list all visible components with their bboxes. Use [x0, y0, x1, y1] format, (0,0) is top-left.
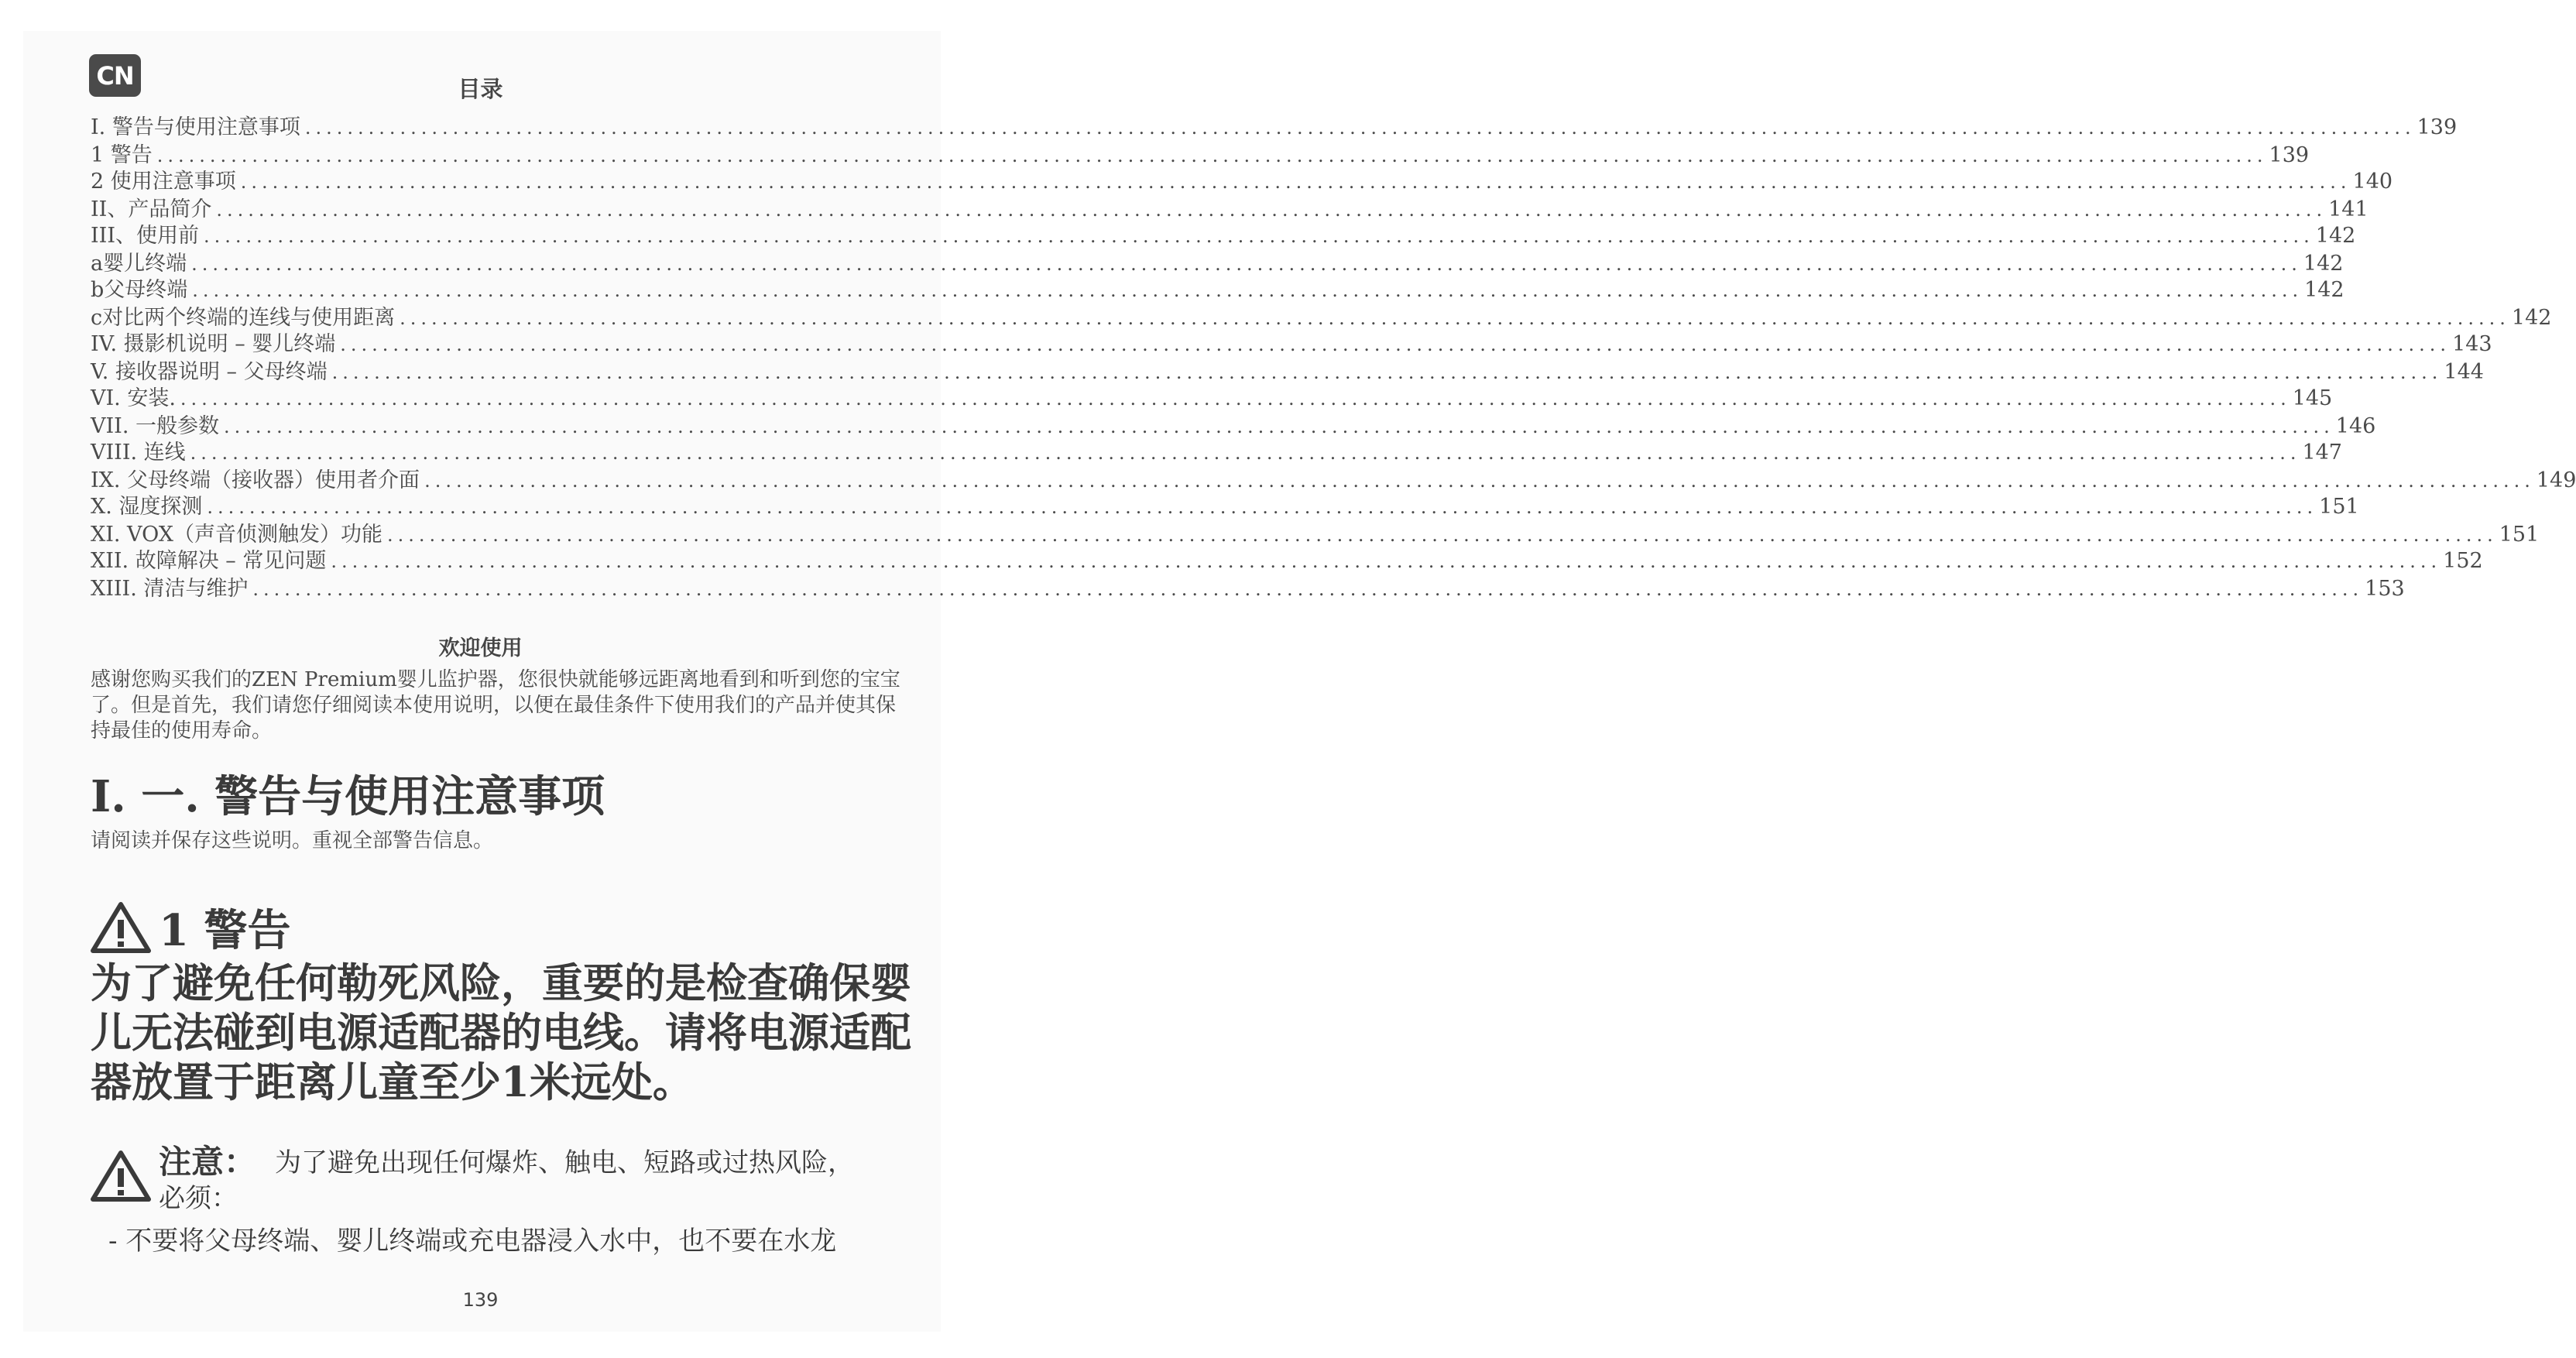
- toc-entry-label: XIII. 清洁与维护: [91, 577, 249, 601]
- toc-leader-dots: ........................................................................................................................................................................................................: [331, 550, 2442, 572]
- toc-entry: [91, 548, 2483, 576]
- toc-entry-page: 139: [2417, 115, 2458, 139]
- toc-leader-dots: ........................................................................................................................................................................................................: [240, 171, 2351, 193]
- toc-entry-page: 151: [2319, 495, 2359, 519]
- toc-entry: [91, 522, 2540, 548]
- toc-entry-label: II、产品简介: [91, 197, 212, 221]
- toc-entry-page: 145: [2292, 386, 2333, 410]
- section-subtitle: 请阅读并保存这些说明。重视全部警告信息。: [91, 829, 494, 852]
- caution-bullet: - 不要将父母终端、婴儿终端或充电器浸入水中，也不要在水龙: [108, 1226, 837, 1257]
- toc-entry-label: IV. 摄影机说明 – 婴儿终端: [91, 332, 336, 356]
- toc-entry-page: 144: [2444, 360, 2484, 384]
- warning-heading: [91, 897, 290, 958]
- toc-leader-dots: ........................................................................................................................................................................................................: [340, 334, 2451, 355]
- toc-leader-dots: ........................................................................................................................................................................................................: [190, 442, 2301, 464]
- toc-entry-page: 146: [2335, 414, 2376, 438]
- caution-label: 注意：: [159, 1143, 257, 1181]
- toc-leader-dots: ........................................................................................................................................................................................................: [180, 388, 2291, 410]
- toc-entry-page: 151: [2499, 523, 2540, 547]
- toc-entry: [91, 169, 2393, 197]
- toc-leader-dots: ........................................................................................................................................................................................................: [386, 524, 2498, 546]
- toc-entry-label: I. 警告与使用注意事项: [91, 115, 300, 139]
- toc-entry-label: V. 接收器说明 – 父母终端: [91, 360, 328, 384]
- toc-entry: [91, 440, 2342, 468]
- toc-entry-page: 152: [2443, 549, 2483, 573]
- toc-entry-label: 2 使用注意事项: [91, 170, 236, 194]
- toc-entry: [91, 115, 2458, 142]
- toc-entry-page: 141: [2328, 197, 2368, 221]
- welcome-text: 感谢您购买我们的ZEN Premium婴儿监护器，您很快就能够远距离地看到和听到您的宝宝了。但是首先，我们请您仔细阅读本使用说明，以便在最佳条件下使用我们的产品并使其保持最佳的使用寿命。: [91, 668, 900, 742]
- toc-title: 目录: [458, 76, 503, 102]
- toc-leader-dots: ........................................................................................................................................................................................................: [216, 199, 2327, 221]
- warning-text: 为了避免任何勒死风险，重要的是检查确保婴儿无法碰到电源适配器的电线。请将电源适配器放置于距离儿童至少1米远处。: [91, 959, 911, 1106]
- toc-entry-page: 142: [2304, 278, 2344, 302]
- toc-entry-page: 142: [2315, 224, 2356, 248]
- welcome-title: 欢迎使用: [438, 636, 523, 660]
- toc-entry-label: VII. 一般参数: [91, 414, 219, 438]
- toc-entry: [91, 251, 2344, 277]
- toc-leader-dots: ........................................................................................................................................................................................................: [400, 307, 2510, 329]
- toc-entry: [91, 576, 2405, 602]
- language-badge: CN: [89, 54, 141, 97]
- toc-entry-page: 142: [2511, 306, 2552, 330]
- toc-entry: [91, 359, 2484, 386]
- toc-entry: [91, 413, 2376, 440]
- toc-entry-label: X. 湿度探测: [91, 495, 203, 519]
- toc-leader-dots: ........................................................................................................................................................................................................: [192, 279, 2303, 301]
- section-heading: I. 一. 警告与使用注意事项: [91, 771, 605, 822]
- page-number: 139: [462, 1289, 499, 1311]
- toc-entry-page: 140: [2352, 170, 2393, 194]
- warning-heading-label: 1 警告: [159, 905, 291, 956]
- toc-entry-label: VI. 安装.: [91, 386, 176, 410]
- toc-entry-page: 143: [2452, 332, 2492, 356]
- caution-text: 为了避免出现任何爆炸、触电、短路或过热风险，: [275, 1147, 854, 1178]
- toc-leader-dots: ........................................................................................................................................................................................................: [156, 145, 2268, 166]
- table-of-contents: [91, 115, 2576, 602]
- toc-leader-dots: ........................................................................................................................................................................................................: [331, 362, 2443, 383]
- toc-entry-page: 149: [2536, 468, 2576, 492]
- toc-leader-dots: ........................................................................................................................................................................................................: [191, 253, 2302, 275]
- toc-entry-label: b父母终端: [91, 278, 188, 302]
- toc-entry-page: 153: [2365, 577, 2405, 601]
- toc-entry-page: 142: [2303, 252, 2344, 276]
- toc-leader-dots: ........................................................................................................................................................................................................: [424, 470, 2535, 492]
- toc-entry: [91, 386, 2333, 413]
- toc-entry-page: 139: [2269, 143, 2310, 167]
- toc-entry-label: XI. VOX（声音侦测触发）功能: [91, 523, 382, 547]
- toc-entry-label: IX. 父母终端（接收器）使用者介面: [91, 468, 420, 492]
- toc-entry-page: 147: [2302, 441, 2342, 465]
- toc-entry-label: XII. 故障解决 – 常见问题: [91, 549, 327, 573]
- toc-entry-label: VIII. 连线: [91, 441, 186, 465]
- toc-leader-dots: ........................................................................................................................................................................................................: [252, 578, 2364, 600]
- toc-leader-dots: ........................................................................................................................................................................................................: [304, 117, 2416, 139]
- toc-entry: [91, 468, 2576, 494]
- toc-entry-label: c对比两个终端的连线与使用距离: [91, 306, 396, 330]
- toc-leader-dots: ........................................................................................................................................................................................................: [224, 416, 2334, 437]
- toc-entry: [91, 331, 2492, 359]
- caution-text-continued: 必须：: [159, 1183, 238, 1214]
- toc-entry: [91, 305, 2552, 331]
- toc-entry: [91, 197, 2368, 223]
- toc-entry-label: a婴儿终端: [91, 252, 187, 276]
- toc-leader-dots: ........................................................................................................................................................................................................: [207, 496, 2318, 518]
- warning-triangle-icon: [91, 901, 151, 954]
- caution-triangle-icon: [91, 1150, 151, 1202]
- toc-entry-label: III、使用前: [91, 224, 199, 248]
- toc-entry: [91, 277, 2344, 305]
- toc-entry: [91, 494, 2359, 522]
- toc-leader-dots: ........................................................................................................................................................................................................: [204, 225, 2314, 247]
- toc-entry: [91, 142, 2310, 169]
- toc-entry: [91, 223, 2356, 251]
- toc-entry-label: 1 警告: [91, 143, 153, 167]
